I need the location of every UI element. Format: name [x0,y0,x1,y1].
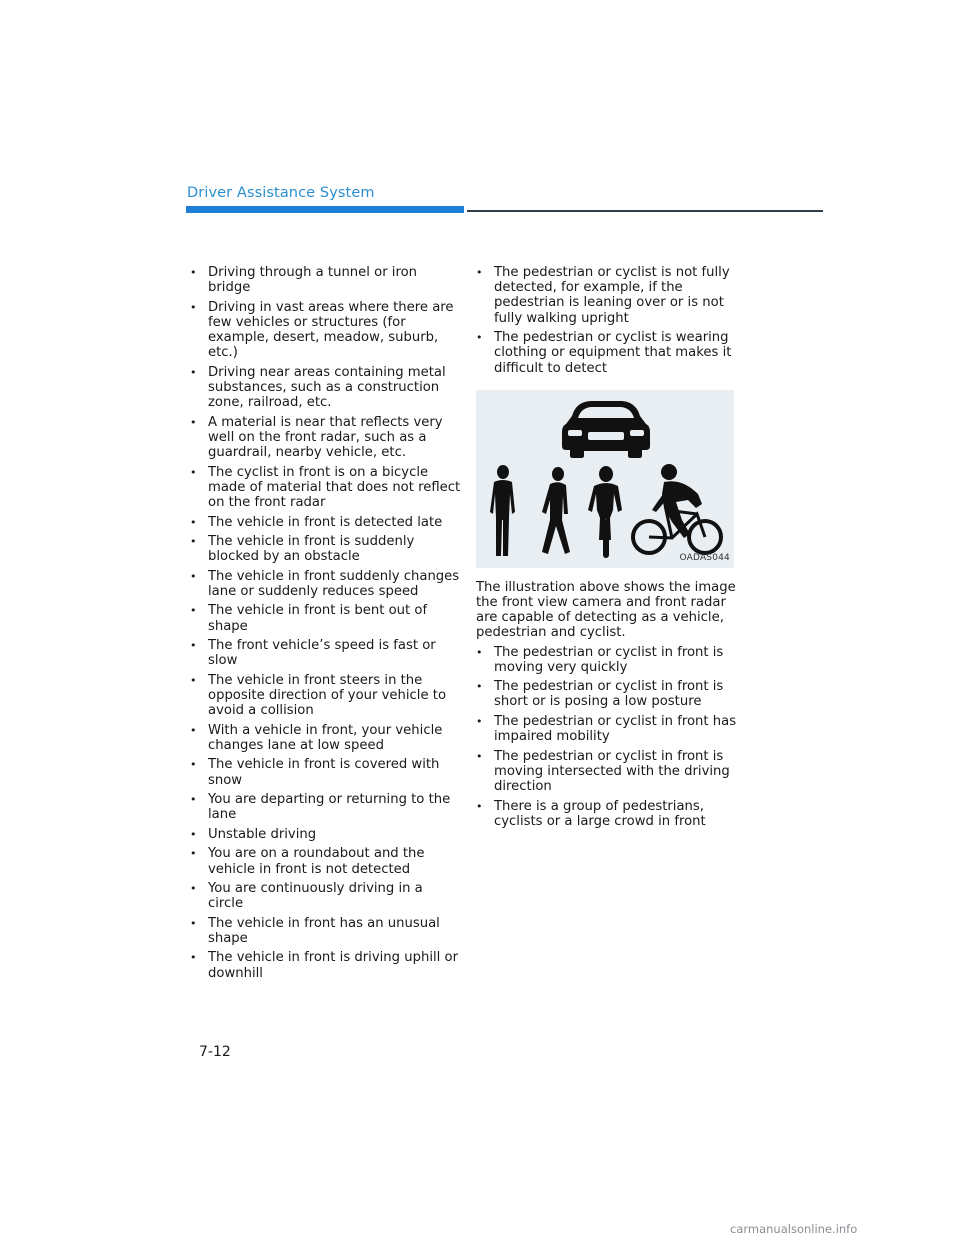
list-item: • The pedestrian or cyclist is not fully detected, for example, if the pedestrian is leaning over or is not fully walking upright [476,265,738,326]
list-item: • You are departing or returning to the lane [190,792,462,822]
cyclist-front-icon [588,466,622,558]
list-item: • You are on a roundabout and the vehicle in front is not detected [190,846,462,876]
watermark: carmanualsonline.info [730,1222,858,1236]
left-column [190,265,462,985]
car-icon [562,401,650,458]
list-item: • There is a group of pedestrians, cyclists or a large crowd in front [476,799,738,829]
detection-illustration [476,390,734,568]
right-column [476,265,738,833]
list-item: • Driving in vast areas where there are few vehicles or structures (for example, desert, meadow, suburb, etc.) [190,300,462,361]
list-item: • The vehicle in front is bent out of shape [190,603,462,633]
list-item: • The pedestrian or cyclist in front has impaired mobility [476,714,738,744]
illustration-caption: The illustration above shows the image the front view camera and front radar are capable of detecting as a vehicle, pedestrian and cyclist. [476,579,736,641]
list-item: • The pedestrian or cyclist in front is moving intersected with the driving direction [476,749,738,795]
list-item: • Driving through a tunnel or iron bridge [190,265,462,295]
list-item: • The vehicle in front is detected late [190,515,462,530]
list-item: • The pedestrian or cyclist in front is moving very quickly [476,645,738,675]
right-bullet-list-top [476,265,738,376]
list-item: • The vehicle in front is driving uphill or downhill [190,950,462,980]
list-item: • The vehicle in front is covered with snow [190,757,462,787]
list-item: • The vehicle in front suddenly changes lane or suddenly reduces speed [190,569,462,599]
list-item: • A material is near that reflects very well on the front radar, such as a guardrail, nearby vehicle, etc. [190,415,462,461]
illustration-graphic [476,390,734,568]
list-item: • You are continuously driving in a circle [190,881,462,911]
list-item: • The vehicle in front has an unusual shape [190,916,462,946]
standing-pedestrian-icon [490,465,515,556]
header-rule-accent [186,206,464,213]
list-item: • The cyclist in front is on a bicycle made of material that does not reflect on the front radar [190,465,462,511]
list-item: • The pedestrian or cyclist in front is short or is posing a low posture [476,679,738,709]
walking-pedestrian-icon [542,467,570,554]
figure-code: OADAS044 [679,552,730,563]
list-item: • The front vehicle’s speed is fast or slow [190,638,462,668]
cyclist-side-icon [633,464,721,553]
list-item: • Driving near areas containing metal substances, such as a construction zone, railroad, etc. [190,365,462,411]
list-item: • The pedestrian or cyclist is wearing clothing or equipment that makes it difficult to detect [476,330,738,376]
list-item: • The vehicle in front is suddenly blocked by an obstacle [190,534,462,564]
list-item: • With a vehicle in front, your vehicle changes lane at low speed [190,723,462,753]
right-bullet-list-bottom [476,645,738,829]
section-title: Driver Assistance System [187,185,375,201]
list-item: • The vehicle in front steers in the opposite direction of your vehicle to avoid a collision [190,673,462,719]
list-item: • Unstable driving [190,827,462,842]
left-bullet-list [190,265,462,981]
page-number: 7-12 [199,1044,231,1060]
header-rule [467,210,823,212]
